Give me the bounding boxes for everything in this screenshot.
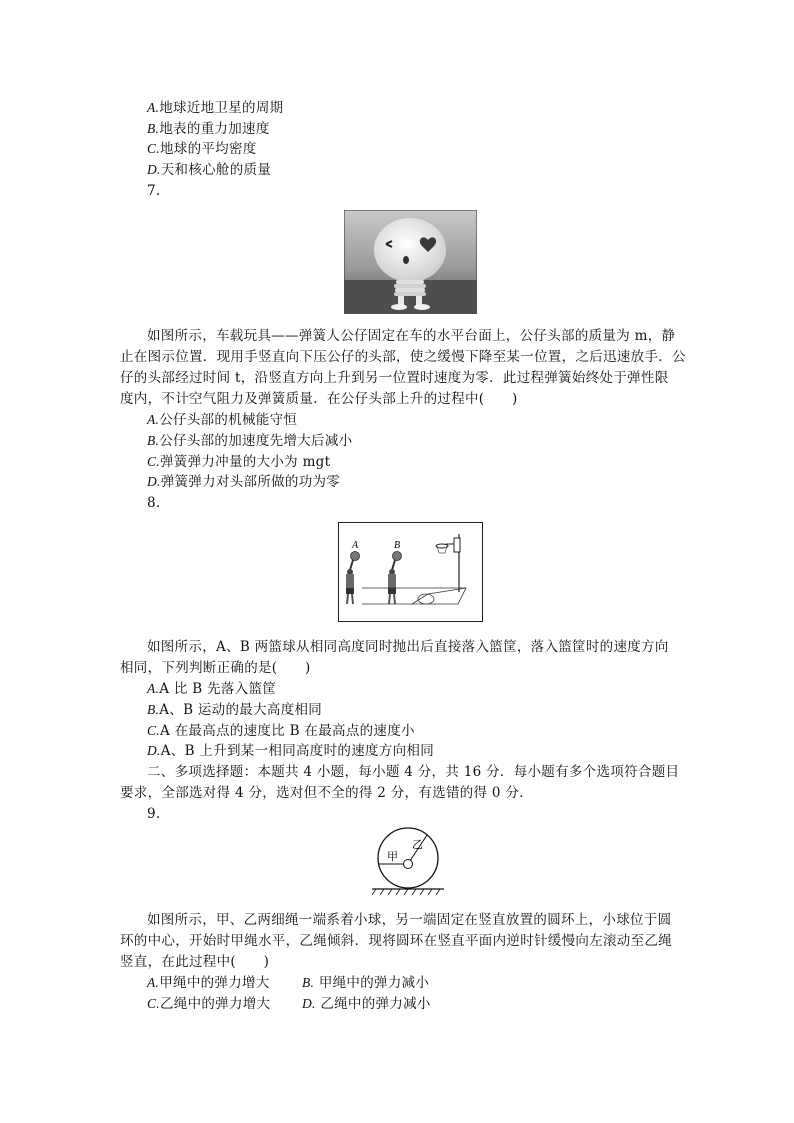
q9-option-c: C.乙绳中的弹力增大 — [147, 996, 271, 1012]
q8-label-b: B — [394, 540, 401, 551]
q6-option-c: C.地球的平均密度 — [147, 141, 257, 157]
q9-figure-ring — [370, 826, 446, 898]
q8-number: 8. — [147, 495, 161, 511]
q8-stem-line-2: 相同，下列判断正确的是( ) — [120, 660, 311, 676]
q7-stem-line-1: 如图所示，车载玩具——弹簧人公仔固定在车的水平台面上，公仔头部的质量为 m，静 — [147, 328, 676, 344]
q8-label-a: A — [352, 540, 359, 551]
q7-figure-spring-toy-photo — [344, 210, 477, 314]
q9-stem-line-2: 环的中心，开始时甲绳水平，乙绳倾斜．现将圆环在竖直平面内逆时针缓慢向左滚动至乙绳 — [120, 933, 672, 949]
q7-stem-line-4: 度内，不计空气阻力及弹簧质量．在公仔头部上升的过程中( ) — [120, 391, 518, 407]
q8-figure-basketball — [338, 522, 483, 622]
toy-head — [374, 218, 446, 282]
q9-number: 9. — [147, 806, 161, 822]
q7-stem-line-3: 仔的头部经过时间 t，沿竖直方向上升到另一位置时速度为零．此过程弹簧始终处于弹性限 — [120, 370, 669, 386]
q8-option-b: B.A、B 运动的最大高度相同 — [147, 702, 323, 718]
q9-option-d: D. 乙绳中的弹力减小 — [302, 996, 431, 1012]
q8-option-c: C.A 在最高点的速度比 B 在最高点的速度小 — [147, 723, 415, 739]
q7-stem-line-2: 止在图示位置．现用手竖直向下压公仔的头部，使之缓慢下降至某一位置，之后迅速放手．公 — [120, 349, 686, 365]
label-yi: 乙 — [412, 838, 423, 851]
label-jia: 甲 — [387, 850, 398, 863]
section2-line-1: 二、多项选择题：本题共 4 小题，每小题 4 分，共 16 分．每小题有多个选项符合题目 — [147, 764, 680, 780]
small-ball — [404, 860, 413, 869]
q6-option-b: B.地表的重力加速度 — [147, 121, 270, 137]
section2-line-2: 要求，全部选对得 4 分，选对但不全的得 2 分，有选错的得 0 分． — [120, 785, 534, 801]
q8-stem-line-1: 如图所示，A、B 两篮球从相同高度同时抛出后直接落入篮筐，落入篮筐时的速度方向 — [147, 639, 669, 655]
q8-option-a: A.A 比 B 先落入篮筐 — [147, 681, 277, 697]
q7-number: 7. — [147, 183, 161, 199]
q9-stem-line-3: 竖直，在此过程中( ) — [120, 954, 270, 970]
q7-option-d: D.弹簧弹力对头部所做的功为零 — [147, 474, 341, 490]
q9-option-a: A.甲绳中的弹力增大 — [147, 975, 270, 991]
q8-option-d: D.A、B 上升到某一相同高度时的速度方向相同 — [147, 743, 434, 759]
toy-kiss-mouth — [403, 256, 409, 264]
q7-option-c: C.弹簧弹力冲量的大小为 mgt — [147, 454, 331, 470]
q6-option-a: A.地球近地卫星的周期 — [147, 100, 284, 116]
q7-option-a: A.公仔头部的机械能守恒 — [147, 412, 298, 428]
q9-stem-line-1: 如图所示，甲、乙两细绳一端系着小球，另一端固定在竖直放置的圆环上，小球位于圆 — [147, 912, 672, 928]
q7-option-b: B.公仔头部的加速度先增大后减小 — [147, 433, 353, 449]
q6-option-d: D.天和核心舱的质量 — [147, 162, 272, 178]
q9-option-b: B. 甲绳中的弹力减小 — [302, 975, 430, 991]
